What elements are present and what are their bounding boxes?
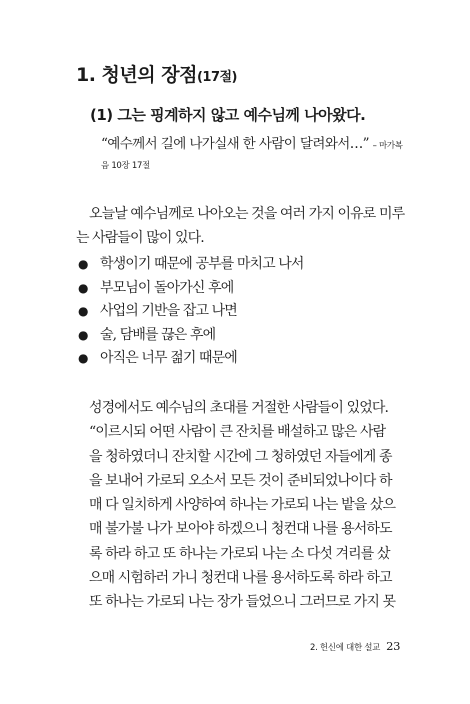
- scripture-quote: [101, 132, 401, 152]
- paragraph-line: 는 사람들이 많이 있다.: [76, 230, 204, 246]
- subsection-heading: (1) 그는 핑계하지 않고 예수님께 나아왔다.: [90, 106, 366, 124]
- footer-section-title: 2. 헌신에 대한 설교: [310, 643, 381, 653]
- list-item-text: 부모님이 돌아가신 후에: [100, 279, 234, 296]
- bullet-icon: ●: [78, 304, 88, 319]
- list-item-text: 학생이기 때문에 공부를 마치고 나서: [100, 256, 304, 272]
- list-item-text: 술, 담배를 끊은 후에: [100, 326, 216, 343]
- list-item: [78, 253, 304, 277]
- section-heading-title: 1. 청년의 장점: [76, 64, 197, 86]
- intro-paragraph: [76, 202, 405, 250]
- bullet-icon: ●: [78, 280, 88, 295]
- page-number: 23: [386, 639, 401, 653]
- list-item-text: 사업의 기반을 잡고 나면: [100, 303, 237, 320]
- scripture-quote-text: “예수께서 길에 나가실새 한 사람이 달려와서…”: [101, 136, 369, 152]
- paragraph-line: 을 보내어 가로되 오소서 모든 것이 준비되었나이다 하: [89, 472, 392, 489]
- paragraph-line: 록 하라 하고 또 하나는 가로되 나는 소 다섯 겨리를 샀: [89, 545, 390, 562]
- list-item: [78, 277, 304, 301]
- section-heading: [76, 60, 237, 87]
- paragraph-line: 또 하나는 가로되 나는 장가 들었으니 그러므로 가지 못: [89, 594, 396, 611]
- reasons-list: [78, 253, 304, 371]
- paragraph-line: “이르시되 어떤 사람이 큰 잔치를 배설하고 많은 사람: [89, 424, 386, 441]
- list-item: [78, 347, 304, 371]
- list-item: [78, 300, 304, 324]
- paragraph-line: 으매 시험하러 가니 청컨대 나를 용서하도록 하라 하고: [89, 570, 392, 587]
- bullet-icon: ●: [78, 351, 88, 366]
- paragraph-line: 매 다 일치하게 사양하여 하나는 가로되 나는 밭을 샀으: [89, 497, 396, 514]
- paragraph-line: 오늘날 예수님께로 나아오는 것을 여러 가지 이유로 미루: [89, 206, 405, 222]
- scripture-quote-source-continued: 음 10장 17절: [101, 161, 150, 171]
- page-footer: [310, 639, 400, 653]
- list-item: [78, 324, 304, 348]
- list-item-text: 아직은 너무 젊기 때문에: [100, 350, 237, 367]
- scripture-paragraph: [76, 396, 400, 615]
- paragraph-line: 을 청하였더니 잔치할 시간에 그 청하였던 자들에게 종: [89, 448, 392, 465]
- scripture-quote-source: – 마가복: [372, 141, 403, 151]
- bullet-icon: ●: [78, 327, 88, 342]
- section-heading-verse: (17절): [196, 70, 237, 85]
- paragraph-line: 매 불가불 나가 보아야 하겠으니 청컨대 나를 용서하도: [89, 521, 392, 538]
- paragraph-line: 성경에서도 예수님의 초대를 거절한 사람들이 있었다.: [89, 400, 389, 416]
- bullet-icon: ●: [78, 257, 88, 271]
